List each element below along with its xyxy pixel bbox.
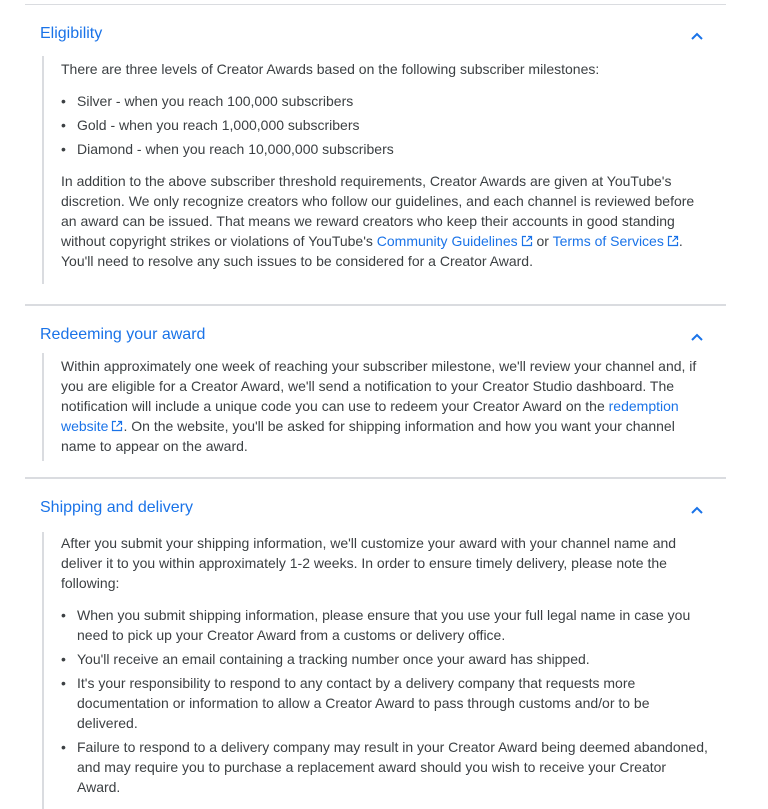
shipping-title[interactable]: Shipping and delivery <box>40 499 193 516</box>
redemption-website-link[interactable]: redemption website <box>61 398 679 434</box>
shipping-intro: After you submit your shipping information, we'll customize your award with your channel name and deliver it to you within approximately 1-2 weeks. In order to ensure timely delivery, please note the following: <box>61 535 677 591</box>
shipping-header[interactable] <box>25 498 726 532</box>
community-guidelines-link[interactable]: Community Guidelines <box>377 233 533 249</box>
section-shipping <box>25 498 726 809</box>
section-redeeming <box>25 325 726 475</box>
redeeming-title[interactable]: Redeeming your award <box>40 326 206 343</box>
section-divider <box>25 477 726 479</box>
list-item: • Gold - when you reach 1,000,000 subscribers <box>61 115 711 135</box>
list-item: • Silver - when you reach 100,000 subscribers <box>61 91 711 111</box>
eligibility-paragraph: In addition to the above subscriber threshold requirements, Creator Awards are given at YouTube's discretion. We only recognize creators who follow our guidelines, and each channel is reviewed before an award can be issued. That means we reward creators who keep their accounts in good standing without copyright strikes or violations of YouTube's Community Guidelines or Terms of Services . You'll need to resolve any such issues to be considered for a Creator Award. <box>61 173 695 269</box>
list-item: • When you submit shipping information, please ensure that you use your full legal name in case you need to pick up your Creator Award from a customs or delivery office. <box>61 605 711 645</box>
redeeming-body <box>42 353 724 461</box>
shipping-body <box>42 532 724 809</box>
eligibility-body <box>42 56 724 284</box>
section-eligibility <box>25 24 726 296</box>
chevron-up-icon[interactable] <box>689 329 705 345</box>
external-link-icon <box>667 235 679 247</box>
eligibility-intro: There are three levels of Creator Awards based on the following subscriber milestones: <box>61 61 600 77</box>
list-item: • Diamond - when you reach 10,000,000 subscribers <box>61 139 711 159</box>
section-divider <box>25 304 726 306</box>
external-link-icon <box>111 420 123 432</box>
chevron-up-icon[interactable] <box>689 502 705 518</box>
chevron-up-icon[interactable] <box>689 28 705 44</box>
eligibility-title[interactable]: Eligibility <box>40 25 103 42</box>
list-item: • It's your responsibility to respond to any contact by a delivery company that requests more documentation or information to allow a Creator Award to pass through customs and/or to be delivered. <box>61 673 711 733</box>
list-item: • Failure to respond to a delivery company may result in your Creator Award being deemed abandoned, and may require you to purchase a replacement award should you wish to receive your Creator Award. <box>61 737 711 797</box>
terms-of-services-link[interactable]: Terms of Services <box>553 233 679 249</box>
list-item: • You'll receive an email containing a tracking number once your award has shipped. <box>61 649 711 669</box>
top-divider <box>25 4 726 5</box>
redeeming-paragraph: Within approximately one week of reaching your subscriber milestone, we'll review your channel and, if you are eligible for a Creator Award, we'll send a notification to your Creator Studio dashboard. The notification will include a unique code you can use to redeem your Creator Award on the redemption website . On the website, you'll be asked for shipping information and how you want your channel name to appear on the award. <box>61 358 697 454</box>
eligibility-header[interactable] <box>25 24 726 58</box>
external-link-icon <box>521 235 533 247</box>
